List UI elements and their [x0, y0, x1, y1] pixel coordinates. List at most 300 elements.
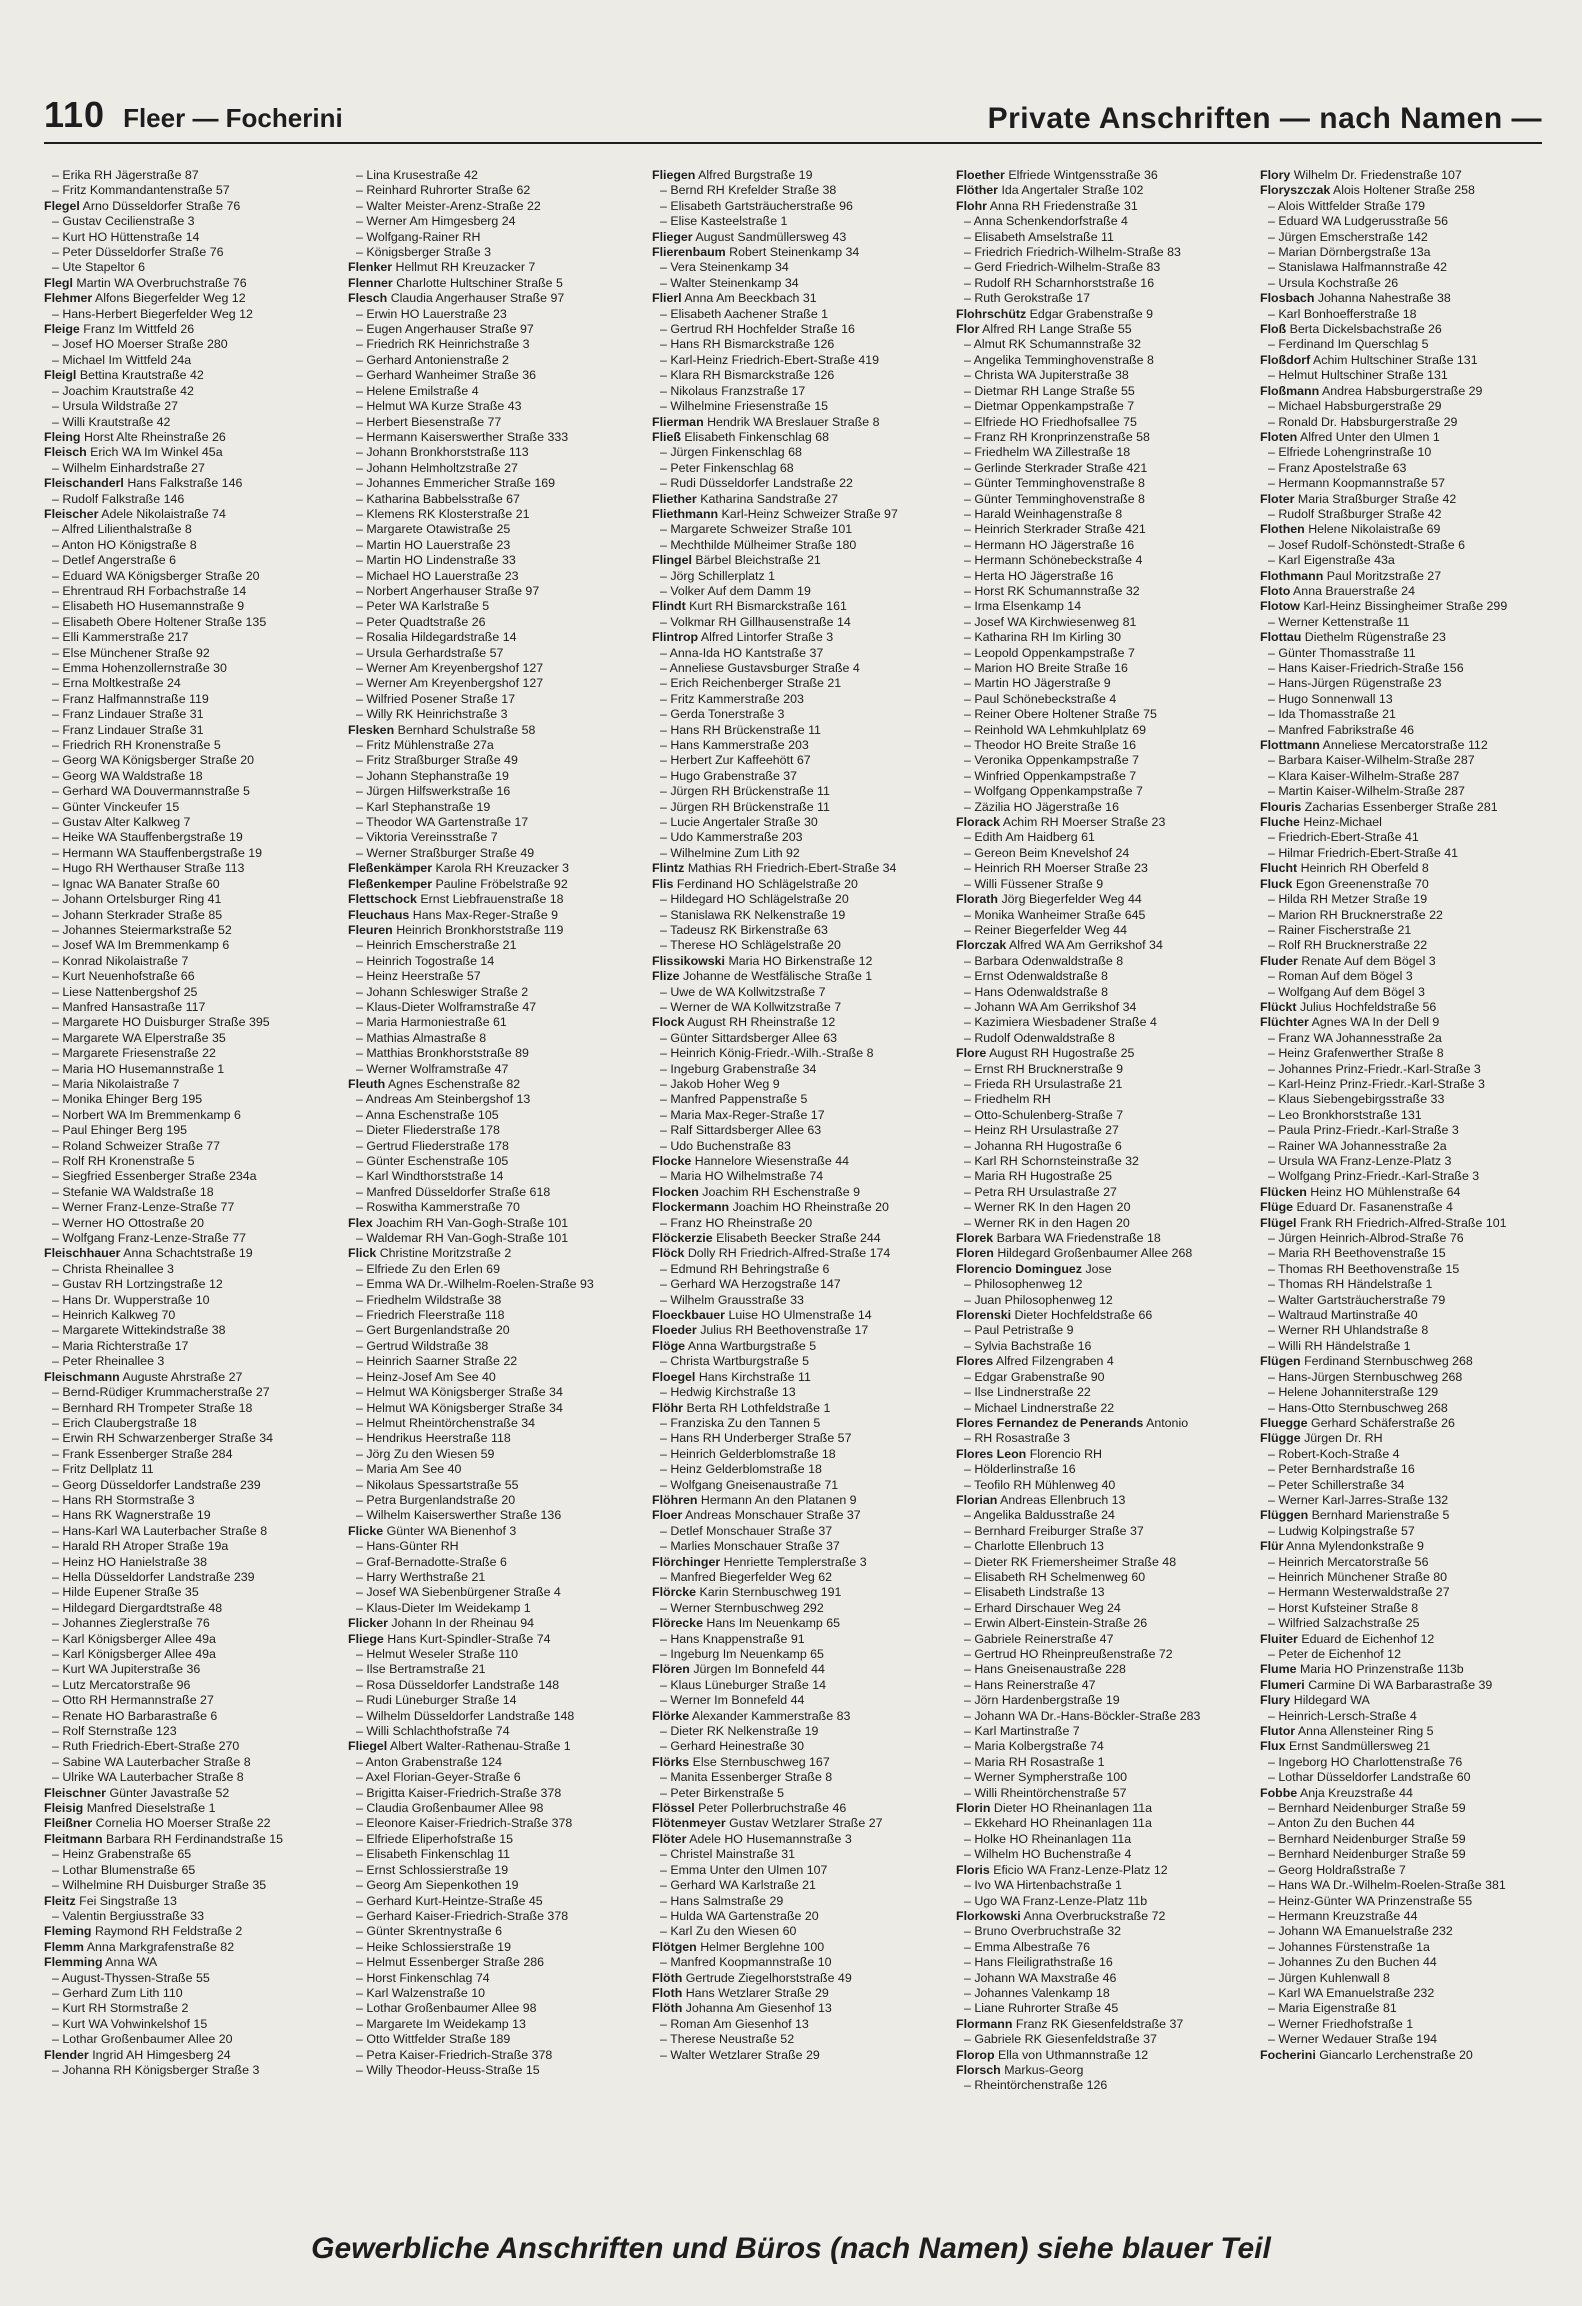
directory-entry [652, 1015, 934, 1030]
entry-text: Veronika Oppenkampstraße 7 [974, 753, 1139, 768]
directory-entry [652, 784, 934, 799]
entry-surname: Fliegen [652, 168, 696, 182]
entry-text: Maria Kolbergstraße 74 [974, 1739, 1104, 1754]
entry-surname: Flür [1260, 1539, 1284, 1554]
entry-text: Edith Am Haidberg 61 [974, 830, 1095, 845]
entry-surname: Fluiter [1260, 1631, 1298, 1646]
entry-text: Karl WA Emanuelstraße 232 [1278, 1985, 1435, 2000]
directory-entry [956, 1678, 1238, 1693]
entry-text: Ursula Wildstraße 27 [62, 399, 179, 414]
directory-entry [44, 322, 326, 337]
entry-text: Christa WA Jupiterstraße 38 [974, 368, 1129, 383]
entry-surname: Flesken [348, 722, 395, 737]
directory-entry [956, 599, 1238, 614]
entry-text: Stanislawa RK Nelkenstraße 19 [670, 907, 846, 922]
entry-text: Rudolf Odenwaldstraße 8 [974, 1030, 1115, 1045]
entry-text: Klaus-Dieter Wolframstraße 47 [366, 999, 537, 1014]
directory-entry [652, 1878, 934, 1893]
directory-entry [44, 692, 326, 707]
entry-text: Gertrud RH Hochfelder Straße 16 [670, 322, 855, 337]
entry-text: Erwin Albert-Einstein-Straße 26 [974, 1616, 1148, 1631]
directory-entry [348, 908, 630, 923]
directory-entry [348, 599, 630, 614]
directory-entry [44, 1555, 326, 1570]
directory-entry [348, 769, 630, 784]
directory-entry [44, 1031, 326, 1046]
entry-text: Alfred WA Am Gerrikshof 34 [1009, 938, 1163, 953]
directory-entry [348, 630, 630, 645]
entry-text: Michael Lindnerstraße 22 [974, 1400, 1115, 1415]
entry-text: Udo Kammerstraße 203 [670, 830, 803, 845]
directory-entry [348, 723, 630, 738]
directory-entry [956, 969, 1238, 984]
entry-text: Irma Elsenkamp 14 [974, 599, 1082, 614]
entry-text: Hilmar Friedrich-Ebert-Straße 41 [1278, 845, 1459, 860]
entry-text: Robert Steinenkamp 34 [729, 245, 860, 260]
entry-text: Ludwig Kolpingstraße 57 [1278, 1523, 1415, 1538]
entry-text: Gertrud Fliederstraße 178 [366, 1138, 509, 1153]
entry-text: Hannelore Wiesenstraße 44 [694, 1154, 849, 1168]
directory-entry [956, 1031, 1238, 1046]
directory-entry [652, 846, 934, 861]
directory-entry [348, 861, 630, 876]
entry-text: Almut RK Schumannstraße 32 [973, 337, 1142, 352]
directory-entry [1260, 522, 1542, 537]
directory-entry [956, 569, 1238, 584]
entry-surname: Flöge [652, 1338, 686, 1353]
entry-text: August RH Hugostraße 25 [989, 1046, 1135, 1061]
directory-entry [348, 784, 630, 799]
directory-entry [1260, 1216, 1542, 1231]
directory-entry [348, 985, 630, 1000]
entry-text: Angelika Baldusstraße 24 [973, 1508, 1115, 1523]
directory-entry [956, 1863, 1238, 1878]
entry-text: Johann WA Dr.-Hans-Böckler-Straße 283 [974, 1708, 1201, 1723]
directory-entry [652, 1971, 934, 1986]
entry-text: Fritz Dellplatz 11 [62, 1462, 154, 1477]
directory-entry [44, 415, 326, 430]
directory-entry [44, 1786, 326, 1801]
directory-entry [1260, 1555, 1542, 1570]
entry-text: Helmut WA Königsberger Straße 34 [366, 1400, 563, 1415]
directory-entry [652, 1462, 934, 1477]
directory-entry [44, 2048, 326, 2063]
entry-text: Werner Am Himgesberg 24 [366, 214, 516, 229]
entry-text: Heinrich-Lersch-Straße 4 [1278, 1708, 1417, 1723]
entry-surname: Fleischhauer [44, 1246, 121, 1261]
entry-text: Karl Windthorststraße 14 [366, 1169, 504, 1184]
entry-surname: Flierl [652, 291, 682, 306]
directory-entry [348, 1277, 630, 1292]
directory-entry [348, 276, 630, 291]
directory-entry [1260, 1493, 1542, 1508]
entry-text: Margarete Wittekindstraße 38 [62, 1323, 226, 1338]
entry-text: Marion HO Breite Straße 16 [974, 661, 1128, 675]
entry-text: Anna-Ida HO Kantstraße 37 [669, 645, 824, 660]
directory-entry [348, 1909, 630, 1924]
directory-entry [956, 553, 1238, 568]
entry-text: Hans Kurt-Spindler-Straße 74 [387, 1631, 551, 1646]
entry-text: Wilhelm Grausstraße 33 [670, 1292, 804, 1307]
entry-text: Günter Temminghovenstraße 8 [974, 491, 1145, 506]
entry-text: Gert Burgenlandstraße 20 [366, 1323, 510, 1338]
entry-surname: Flockermann [652, 1200, 730, 1215]
entry-surname: Flettschock [348, 892, 417, 907]
directory-entry [956, 2063, 1238, 2078]
entry-surname: Fliege [348, 1631, 384, 1646]
entry-text: Werner de WA Kollwitzstraße 7 [670, 999, 842, 1014]
entry-text: Jürgen RH Brückenstraße 11 [670, 799, 830, 814]
entry-text: Berta RH Lothfeldstraße 1 [686, 1400, 831, 1415]
directory-entry [44, 1046, 326, 1061]
directory-entry [44, 1478, 326, 1493]
directory-entry [348, 1585, 630, 1600]
entry-surname: Flingel [652, 553, 692, 568]
entry-text: Reinhard Ruhrorter Straße 62 [366, 183, 531, 198]
directory-entry [44, 800, 326, 815]
entry-text: Paul Schönebeckstraße 4 [974, 691, 1117, 706]
entry-surname: Fleisig [44, 1801, 84, 1816]
entry-text: Franz Halfmannstraße 119 [62, 691, 209, 706]
directory-entry [44, 1955, 326, 1970]
entry-text: Sylvia Bachstraße 16 [974, 1338, 1092, 1353]
entry-text: Nikolaus Franzstraße 17 [670, 383, 806, 398]
entry-text: Jörg Schillerplatz 1 [670, 568, 776, 583]
directory-entry [1260, 2032, 1542, 2047]
entry-text: Ilse Bertramstraße 21 [366, 1662, 486, 1677]
directory-entry [44, 260, 326, 275]
directory-entry [956, 476, 1238, 491]
directory-entry [348, 322, 630, 337]
entry-surname: Flor [956, 322, 980, 337]
directory-entry [1260, 415, 1542, 430]
entry-text: Heinz-Josef Am See 40 [366, 1369, 496, 1384]
entry-text: Peter WA Karlstraße 5 [366, 599, 490, 614]
entry-text: Hans Kammerstraße 203 [670, 738, 809, 753]
directory-entry [956, 1832, 1238, 1847]
entry-surname: Floris [956, 1862, 990, 1877]
entry-text: Andrea Habsburgerstraße 29 [1321, 383, 1483, 398]
directory-entry [652, 646, 934, 661]
directory-entry [348, 1616, 630, 1631]
directory-entry [652, 1108, 934, 1123]
directory-entry [1260, 183, 1542, 198]
entry-text: Wilhelmine Zum Lith 92 [670, 845, 800, 860]
directory-entry [348, 1154, 630, 1169]
entry-text: Siegfried Essenberger Straße 234a [62, 1169, 257, 1184]
entry-surname: Fleßenkemper [348, 876, 433, 891]
entry-text: Rolf Sternstraße 123 [62, 1724, 177, 1739]
directory-entry [1260, 1200, 1542, 1215]
entry-surname: Flörks [652, 1754, 690, 1769]
entry-text: Edgar Grabenstraße 90 [974, 1369, 1105, 1384]
directory-entry [348, 430, 630, 445]
directory-entry [956, 1447, 1238, 1462]
directory-entry [348, 1108, 630, 1123]
entry-text: Ferdinand HO Schlägelstraße 20 [676, 876, 858, 891]
directory-entry [1260, 1863, 1542, 1878]
directory-entry [956, 368, 1238, 383]
directory-entry [652, 985, 934, 1000]
entry-text: Tadeusz RK Birkenstraße 63 [670, 922, 828, 937]
directory-entry [652, 1216, 934, 1231]
directory-entry [348, 199, 630, 214]
directory-entry [44, 2001, 326, 2016]
entry-text: Heinz Gelderblomstraße 18 [670, 1462, 822, 1477]
directory-entry [1260, 337, 1542, 352]
directory-entry [652, 276, 934, 291]
directory-entry [956, 1431, 1238, 1446]
directory-entry [348, 1323, 630, 1338]
directory-entry [652, 738, 934, 753]
entry-text: Walter Wetzlarer Straße 29 [670, 2047, 820, 2062]
entry-surname: Flöhren [652, 1492, 698, 1507]
directory-entry [652, 260, 934, 275]
entry-text: Rosa Düsseldorfer Landstraße 148 [366, 1677, 560, 1692]
entry-text: Hulda WA Gartenstraße 20 [670, 1908, 819, 1923]
entry-text: Heinrich Gelderblomstraße 18 [670, 1446, 836, 1461]
entry-text: Rainer Fischerstraße 21 [1278, 922, 1412, 937]
directory-entry [348, 1709, 630, 1724]
entry-surname: Flössel [652, 1801, 695, 1816]
directory-entry [1260, 214, 1542, 229]
entry-text: Gerhard Schäferstraße 26 [1310, 1415, 1455, 1430]
entry-surname: Fleming [44, 1924, 92, 1939]
directory-entry [348, 1724, 630, 1739]
entry-text: Gerhard Antonienstraße 2 [366, 352, 509, 367]
entry-surname: Flörecke [652, 1616, 703, 1631]
directory-entry [348, 2001, 630, 2016]
entry-text: Bernd RH Krefelder Straße 38 [670, 183, 837, 198]
directory-entry [1260, 307, 1542, 322]
directory-entry [1260, 1339, 1542, 1354]
directory-entry [652, 830, 934, 845]
directory-entry [44, 938, 326, 953]
directory-entry [44, 1632, 326, 1647]
entry-text: Rolf RH Brucknerstraße 22 [1278, 938, 1428, 953]
entry-text: Manfred Düsseldorfer Straße 618 [366, 1184, 551, 1199]
entry-text: Johann Stephanstraße 19 [366, 768, 509, 783]
entry-text: Herbert Biesenstraße 77 [366, 414, 502, 429]
directory-entry [44, 1154, 326, 1169]
directory-entry [348, 1662, 630, 1677]
directory-entry [348, 1231, 630, 1246]
directory-entry [1260, 1786, 1542, 1801]
entry-surname: Flegl [44, 275, 73, 290]
directory-entry [956, 1262, 1238, 1277]
directory-entry [956, 815, 1238, 830]
directory-entry [652, 1308, 934, 1323]
entry-text: Franz RH Kronprinzenstraße 58 [974, 429, 1150, 444]
entry-text: Margarete Otawistraße 25 [366, 522, 511, 537]
directory-entry [956, 1971, 1238, 1986]
directory-entry [956, 892, 1238, 907]
directory-entry [956, 1323, 1238, 1338]
entry-text: Heinz-Günter WA Prinzenstraße 55 [1278, 1893, 1473, 1908]
entry-text: Maria Straßburger Straße 42 [1297, 491, 1457, 506]
directory-entry [348, 1462, 630, 1477]
directory-entry [652, 1647, 934, 1662]
directory-entry [348, 923, 630, 938]
entry-surname: Fleißner [44, 1816, 93, 1831]
entry-surname: Flierenbaum [652, 245, 726, 260]
directory-entry [652, 168, 934, 183]
entry-text: Florencio RH [1029, 1446, 1102, 1461]
entry-text: Agnes WA In der Dell 9 [1311, 1015, 1440, 1030]
directory-entry [348, 399, 630, 414]
entry-text: Karola RH Kreuzacker 3 [435, 861, 570, 876]
entry-text: Maria Am See 40 [366, 1462, 462, 1477]
entry-text: Dietmar RH Lange Straße 55 [974, 383, 1135, 398]
entry-text: Bernhard Neidenburger Straße 59 [1278, 1831, 1466, 1846]
entry-text: Hermann Schönebeckstraße 4 [974, 553, 1143, 568]
directory-entry [652, 1847, 934, 1862]
directory-entry [956, 1770, 1238, 1785]
entry-text: Hans Kirchstraße 11 [698, 1369, 811, 1384]
directory-entry [348, 2048, 630, 2063]
entry-text: Willy Theodor-Heuss-Straße 15 [366, 2062, 540, 2077]
directory-entry [348, 1816, 630, 1831]
entry-text: Johanne de Westfälische Straße 1 [683, 969, 873, 984]
directory-entry [956, 615, 1238, 630]
entry-text: Emma Albestraße 76 [974, 1939, 1091, 1954]
entry-text: Liane Ruhrorter Straße 45 [974, 2001, 1119, 2016]
entry-text: Wilhelmine RH Duisburger Straße 35 [62, 1878, 267, 1893]
directory-entry [652, 1801, 934, 1816]
entry-surname: Florath [956, 892, 998, 907]
directory-entry [652, 1555, 934, 1570]
directory-entry [348, 1755, 630, 1770]
directory-entry [1260, 615, 1542, 630]
directory-entry [44, 399, 326, 414]
column-5 [1260, 168, 1542, 2198]
entry-text: Werner Sternbuschweg 292 [670, 1600, 824, 1615]
directory-entry [956, 307, 1238, 322]
entry-text: Werner Am Kreyenbergshof 127 [366, 676, 544, 691]
directory-entry [1260, 1385, 1542, 1400]
directory-entry [1260, 1354, 1542, 1369]
entry-text: Alfred Burgstraße 19 [698, 168, 813, 182]
directory-entry [44, 2063, 326, 2078]
directory-entry [652, 815, 934, 830]
entry-text: Ernst Odenwaldstraße 8 [974, 969, 1108, 984]
directory-entry [652, 1493, 934, 1508]
directory-entry [1260, 800, 1542, 815]
directory-entry [956, 1354, 1238, 1369]
entry-text: Franz Lindauer Straße 31 [62, 722, 204, 737]
entry-text: Friedhelm Wildstraße 38 [366, 1292, 502, 1307]
directory-entry [1260, 1015, 1542, 1030]
directory-entry [956, 1139, 1238, 1154]
directory-entry [44, 1801, 326, 1816]
entry-text: Robert-Koch-Straße 4 [1278, 1446, 1400, 1461]
directory-entry [1260, 1940, 1542, 1955]
directory-entry [1260, 1570, 1542, 1585]
directory-entry [1260, 815, 1542, 830]
directory-entry [652, 461, 934, 476]
entry-text: Ferdinand Im Querschlag 5 [1278, 337, 1429, 352]
directory-entry [652, 630, 934, 645]
directory-entry [956, 1092, 1238, 1107]
entry-surname: Flormann [956, 2016, 1013, 2031]
entry-text: Hans Gneisenaustraße 228 [974, 1662, 1126, 1677]
directory-entry [44, 538, 326, 553]
directory-entry [956, 2032, 1238, 2047]
entry-text: Rudolf RH Scharnhorststraße 16 [974, 275, 1155, 290]
entry-text: Horst Kufsteiner Straße 8 [1278, 1600, 1419, 1615]
entry-text: Elisabeth Beecker Straße 244 [716, 1231, 881, 1246]
entry-text: Johann Ortelsburger Ring 41 [62, 892, 222, 907]
entry-text: Zäzilia HO Jägerstraße 16 [974, 799, 1119, 814]
directory-entry [348, 1092, 630, 1107]
entry-text: Udo Buchenstraße 83 [670, 1138, 791, 1153]
entry-text: Erwin RH Schwarzenberger Straße 34 [62, 1431, 274, 1446]
directory-entry [652, 569, 934, 584]
entry-text: Wilfried Posener Straße 17 [366, 691, 516, 706]
entry-text: Gustav Alter Kalkweg 7 [62, 815, 191, 830]
directory-entry [348, 1678, 630, 1693]
entry-text: Mathias RH Friedrich-Ebert-Straße 34 [687, 861, 897, 876]
entry-text: Charlotte Ellenbruch 13 [974, 1539, 1104, 1554]
directory-entry [956, 199, 1238, 214]
directory-entry [1260, 1139, 1542, 1154]
entry-text: Michael HO Lauerstraße 23 [366, 568, 519, 583]
entry-text: Maria Max-Reger-Straße 17 [670, 1107, 825, 1122]
column-4 [956, 168, 1238, 2198]
directory-entry [1260, 1416, 1542, 1431]
column-2 [348, 168, 630, 2198]
entry-surname: Fleuth [348, 1076, 386, 1091]
entry-text: Roland Schweizer Straße 77 [62, 1138, 221, 1153]
entry-text: Eduard WA Ludgerusstraße 56 [1278, 214, 1449, 229]
directory-entry [956, 1601, 1238, 1616]
entry-text: Wilhelm Kaiserswerther Straße 136 [366, 1508, 562, 1523]
directory-entry [44, 1462, 326, 1477]
entry-text: Gertrud HO Rheinpreußenstraße 72 [974, 1647, 1173, 1661]
directory-entry [1260, 1709, 1542, 1724]
entry-text: Friedrich Fleerstraße 118 [366, 1308, 505, 1323]
entry-surname: Flöter [652, 1831, 687, 1846]
entry-text: Gustav RH Lortzingstraße 12 [62, 1277, 223, 1292]
entry-text: Werner Am Kreyenbergshof 127 [366, 661, 544, 675]
entry-text: Christa Rheinallee 3 [62, 1261, 174, 1276]
directory-entry [956, 1632, 1238, 1647]
entry-text: Horst Alte Rheinstraße 26 [83, 429, 226, 444]
entry-text: Kurt RH Bismarckstraße 161 [689, 599, 847, 614]
entry-text: Paul Ehinger Berg 195 [62, 1123, 188, 1138]
directory-entry [956, 1015, 1238, 1030]
entry-text: Joachim RH Van-Gogh-Straße 101 [376, 1215, 569, 1230]
directory-entry [652, 2048, 934, 2063]
directory-entry [1260, 646, 1542, 661]
directory-entry [348, 1385, 630, 1400]
entry-text: Gerhard Wanheimer Straße 36 [366, 368, 536, 383]
entry-text: Heinrich Kalkweg 70 [62, 1308, 176, 1323]
entry-text: Emma Unter den Ulmen 107 [670, 1862, 828, 1877]
entry-text: Sabine WA Lauterbacher Straße 8 [62, 1754, 251, 1769]
directory-entry [956, 861, 1238, 876]
directory-entry [652, 1678, 934, 1693]
directory-entry [956, 507, 1238, 522]
entry-text: Kazimiera Wiesbadener Straße 4 [974, 1015, 1157, 1030]
directory-entry [348, 214, 630, 229]
entry-text: Werner Straßburger Straße 49 [366, 845, 535, 860]
entry-text: Ruth Friedrich-Ebert-Straße 270 [62, 1739, 240, 1754]
directory-entry [652, 676, 934, 691]
directory-entry [652, 1709, 934, 1724]
entry-text: Peter Birkenstraße 5 [670, 1785, 784, 1800]
entry-text: Pauline Fröbelstraße 92 [435, 876, 568, 891]
